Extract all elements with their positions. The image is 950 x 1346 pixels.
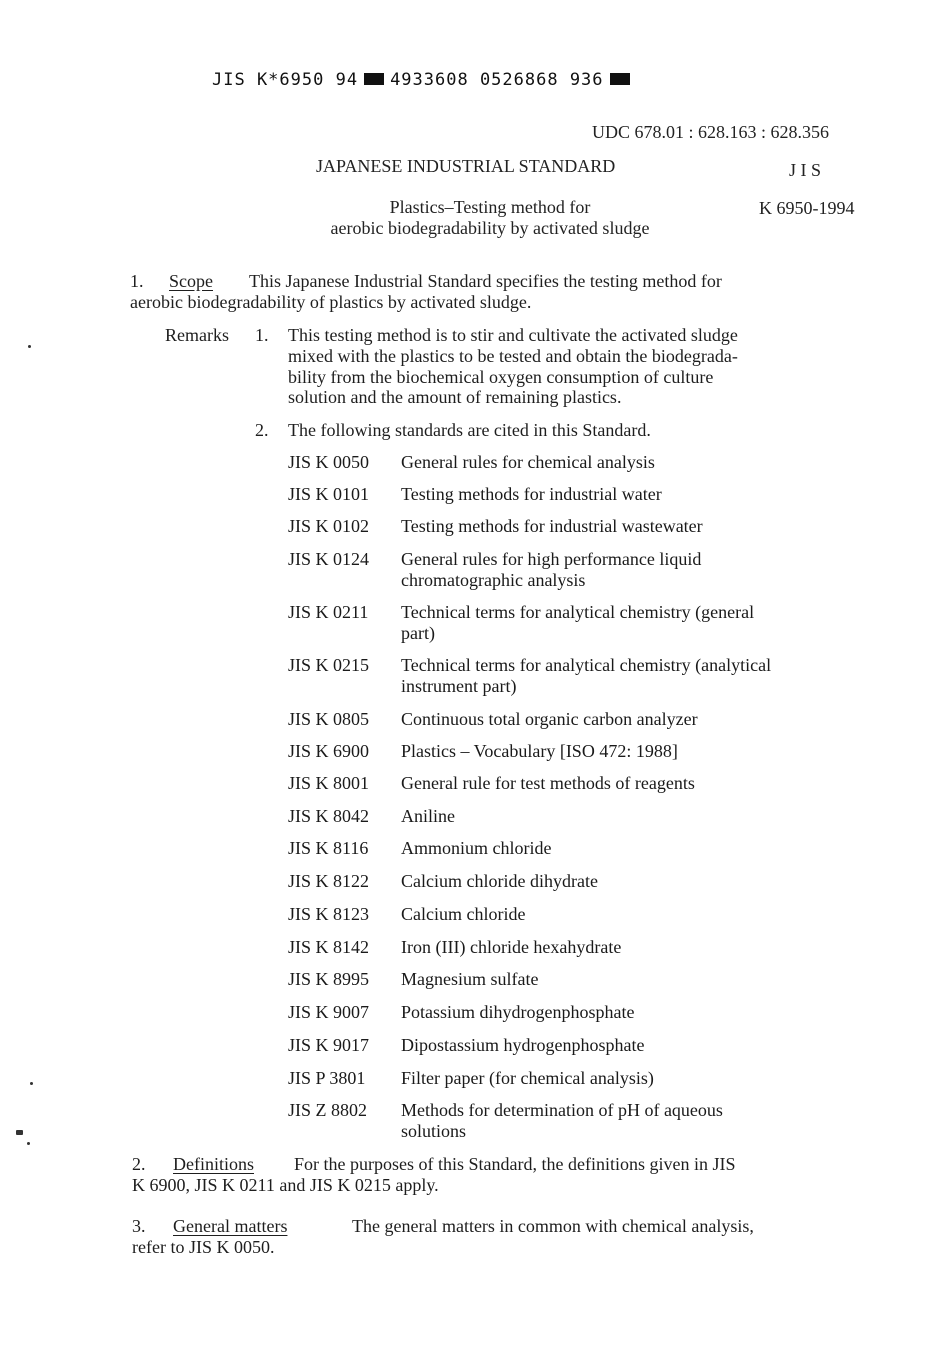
doc-title-line1: Plastics–Testing method for [389, 197, 591, 217]
remarks-item1-line: mixed with the plastics to be tested and obtain the biodegrada- [288, 346, 738, 366]
reference-desc: Ammonium chloride [401, 838, 552, 858]
reference-code: JIS K 8122 [288, 871, 370, 891]
scope-text-line2: aerobic biodegradability of plastics by activated sludge. [130, 292, 532, 312]
jis-mark: J I S [789, 160, 822, 180]
reference-desc: Continuous total organic carbon analyzer [401, 709, 698, 729]
scan-speck [27, 1142, 30, 1145]
general-matters-heading: General matters [173, 1216, 288, 1236]
reference-desc: Methods for determination of pH of aqueous [401, 1100, 723, 1120]
definitions-number: 2. [132, 1154, 146, 1174]
reference-desc-cont: instrument part) [401, 676, 517, 696]
reference-desc: Potassium dihydrogenphosphate [401, 1002, 635, 1022]
definitions-heading: Definitions [173, 1154, 254, 1174]
reference-desc: Testing methods for industrial water [401, 484, 662, 504]
definitions-text-line2: K 6900, JIS K 0211 and JIS K 0215 apply. [132, 1175, 439, 1195]
scan-speck [30, 1082, 33, 1085]
general-matters-number: 3. [132, 1216, 146, 1236]
remarks-item2-text: The following standards are cited in this Standard. [288, 420, 651, 440]
general-matters-text-line2: refer to JIS K 0050. [132, 1237, 275, 1257]
reference-desc: Dipostassium hydrogenphosphate [401, 1035, 645, 1055]
standard-label: JAPANESE INDUSTRIAL STANDARD [316, 156, 616, 176]
reference-desc: Aniline [401, 806, 455, 826]
reference-code: JIS K 0102 [288, 516, 370, 536]
general-matters-text-line1: The general matters in common with chemical analysis, [352, 1216, 754, 1236]
reference-code: JIS K 9007 [288, 1002, 370, 1022]
reference-code: JIS K 6900 [288, 741, 370, 761]
barcode-block-end [610, 73, 630, 85]
reference-code: JIS K 0215 [288, 655, 370, 675]
barcode-block [364, 73, 384, 85]
reference-desc: Technical terms for analytical chemistry (general [401, 602, 755, 622]
reference-code: JIS K 8001 [288, 773, 370, 793]
reference-desc-cont: chromatographic analysis [401, 570, 586, 590]
reference-code: JIS K 0124 [288, 549, 370, 569]
reference-code: JIS P 3801 [288, 1068, 366, 1088]
reference-code: JIS K 8116 [288, 838, 369, 858]
reference-code: JIS K 0805 [288, 709, 370, 729]
remarks-item1-line: solution and the amount of remaining plastics. [288, 387, 622, 407]
definitions-text-line1: For the purposes of this Standard, the definitions given in JIS [294, 1154, 736, 1174]
remarks-item2-number: 2. [255, 420, 269, 440]
reference-code: JIS Z 8802 [288, 1100, 368, 1120]
scope-heading: Scope [169, 271, 213, 291]
reference-code: JIS K 0211 [288, 602, 369, 622]
scan-header [212, 70, 636, 90]
reference-code: JIS K 8142 [288, 937, 370, 957]
scan-header-serial: 4933608 0526868 936 [390, 70, 604, 90]
reference-desc: Technical terms for analytical chemistry (analytical [401, 655, 772, 675]
reference-desc: Plastics – Vocabulary [ISO 472: 1988] [401, 741, 678, 761]
reference-code: JIS K 8123 [288, 904, 370, 924]
scope-number: 1. [130, 271, 144, 291]
reference-code: JIS K 0050 [288, 452, 370, 472]
reference-desc: Filter paper (for chemical analysis) [401, 1068, 654, 1088]
remarks-item1-line: bility from the biochemical oxygen consumption of culture [288, 367, 714, 387]
reference-code: JIS K 0101 [288, 484, 370, 504]
reference-desc-cont: part) [401, 623, 435, 643]
reference-desc: Calcium chloride dihydrate [401, 871, 598, 891]
remarks-label: Remarks [165, 325, 229, 345]
reference-desc: General rules for high performance liquid [401, 549, 702, 569]
udc-number: UDC 678.01 : 628.163 : 628.356 [592, 122, 830, 142]
reference-desc: Magnesium sulfate [401, 969, 539, 989]
reference-desc: Testing methods for industrial wastewater [401, 516, 703, 536]
reference-code: JIS K 8042 [288, 806, 370, 826]
remarks-item1-line: This testing method is to stir and cultivate the activated sludge [288, 325, 738, 345]
doc-number: K 6950-1994 [759, 198, 855, 218]
scope-text-line1: This Japanese Industrial Standard specifies the testing method for [249, 271, 722, 291]
scan-speck [28, 345, 31, 348]
reference-desc-cont: solutions [401, 1121, 467, 1141]
reference-desc: General rules for chemical analysis [401, 452, 655, 472]
reference-desc: Iron (III) chloride hexahydrate [401, 937, 622, 957]
reference-desc: Calcium chloride [401, 904, 526, 924]
remarks-item1-number: 1. [255, 325, 269, 345]
doc-title-line2: aerobic biodegradability by activated sludge [330, 218, 650, 238]
reference-code: JIS K 8995 [288, 969, 370, 989]
scan-speck [16, 1130, 23, 1135]
reference-code: JIS K 9017 [288, 1035, 370, 1055]
reference-desc: General rule for test methods of reagents [401, 773, 695, 793]
scan-header-code: JIS K*6950 94 [212, 70, 359, 90]
